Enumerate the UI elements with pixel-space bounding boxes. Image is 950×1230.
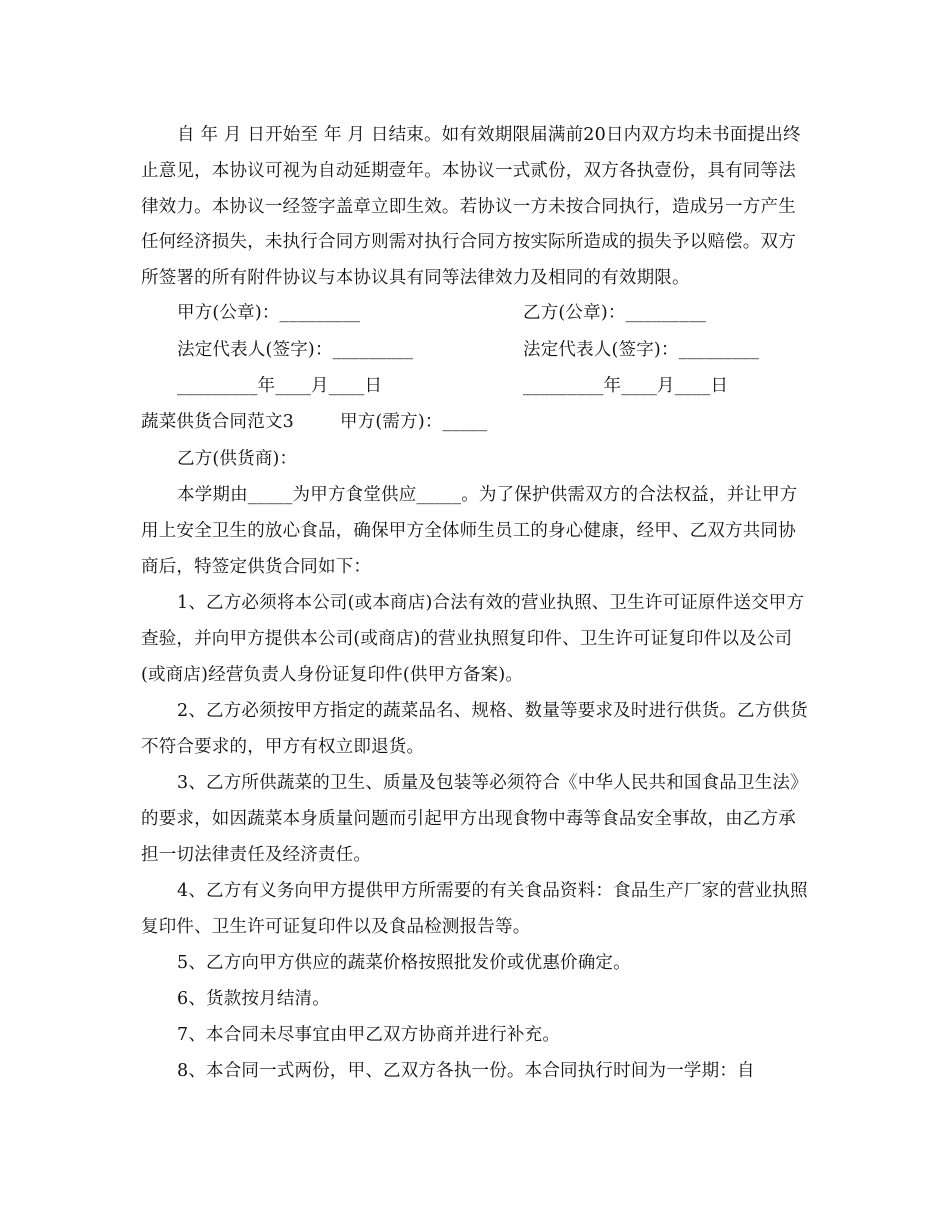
clause-7: 7、本合同未尽事宜由甲乙双方协商并进行补充。 — [177, 1025, 561, 1045]
clause-5: 5、乙方向甲方供应的蔬菜价格按照批发价或优惠价确定。 — [177, 953, 631, 973]
party-b-supplier-line: 乙方(供货商)： — [177, 449, 298, 469]
party-b-seal-line: 乙方(公章)：_________ — [523, 303, 707, 323]
paragraph-validity-terms: 自 年 月 日开始至 年 月 日结束。如有效期限届满前20日内双方均未书面提出终止意见，本协议可视为自动延期壹年。本协议一式贰份，双方各执壹份，具有同等法律效力。本协议一经签字盖章立即生效。若协议一方未按合同执行，造成另一方产生任何经济损失，未执行合同方则需对执行合同方按实际所造成的损失予以赔偿。双方所签署的所有附件协议与本协议具有同等法律效力及相同的有效期限。 — [141, 125, 801, 289]
clause-1: 1、乙方必须将本公司(或本商店)合法有效的营业执照、卫生许可证原件送交甲方查验，并向甲方提供本公司(或商店)的营业执照复印件、卫生许可证复印件以及公司(或商店)经营负责人身份证复印件(供甲方备案)。 — [141, 593, 805, 685]
section-title: 蔬菜供货合同范文3 — [141, 412, 294, 432]
party-a-date-line: _________年____月____日 — [177, 376, 383, 396]
party-a-demand-line: 甲方(需方)：_____ — [340, 412, 488, 432]
clause-6: 6、货款按月结清。 — [177, 989, 330, 1009]
clause-8: 8、本合同一式两份，甲、乙双方各执一份。本合同执行时间为一学期：自 — [177, 1061, 755, 1081]
paragraph-preamble: 本学期由_____为甲方食堂供应_____。为了保护供需双方的合法权益，并让甲方用上安全卫生的放心食品，确保甲方全体师生员工的身心健康，经甲、乙双方共同协商后，特签定供货合同如下： — [141, 485, 798, 577]
party-a-seal-line: 甲方(公章)：_________ — [177, 303, 361, 323]
clause-4: 4、乙方有义务向甲方提供甲方所需要的有关食品资料：食品生产厂家的营业执照复印件、卫生许可证复印件以及食品检测报告等。 — [141, 881, 808, 937]
clause-3: 3、乙方所供蔬菜的卫生、质量及包装等必须符合《中华人民共和国食品卫生法》的要求，如因蔬菜本身质量问题而引起甲方出现食物中毒等食品安全事故，由乙方承担一切法律责任及经济责任。 — [141, 773, 808, 865]
party-b-representative-line: 法定代表人(签字)：_________ — [523, 340, 760, 360]
party-b-date-line: _________年____月____日 — [523, 376, 729, 396]
party-a-representative-line: 法定代表人(签字)：_________ — [177, 340, 414, 360]
clause-2: 2、乙方必须按甲方指定的蔬菜品名、规格、数量等要求及时进行供货。乙方供货不符合要求的，甲方有权立即退货。 — [141, 701, 808, 757]
